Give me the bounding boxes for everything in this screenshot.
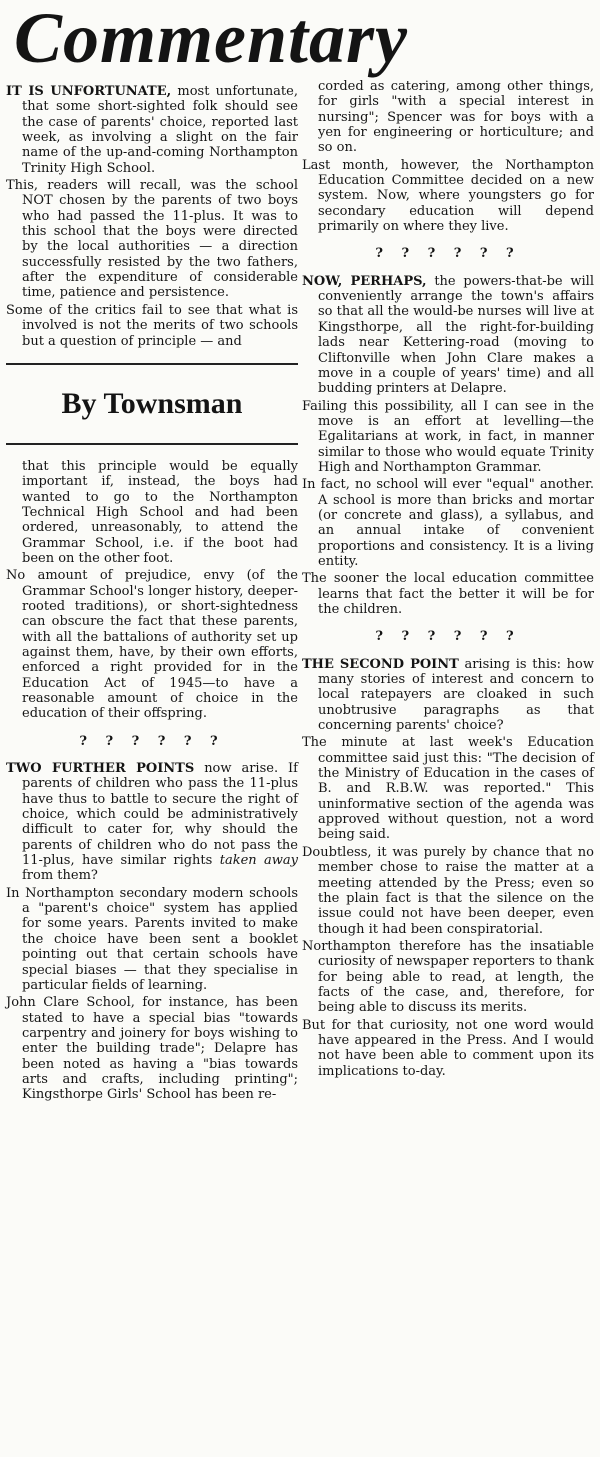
byline: By Townsman: [61, 387, 243, 421]
paragraph: Some of the critics fail to see that what is involved is not the merits of two schools but a question of principle — and: [6, 302, 298, 349]
paragraph: The sooner the local education committee learns that fact the better it will be for the children.: [302, 571, 594, 617]
section-separator: ? ? ? ? ? ?: [375, 246, 521, 262]
byline-box: [6, 363, 298, 445]
paragraph: This, readers will recall, was the school NOT chosen by the parents of two boys who had passed the 11-plus. It was to this school that the boys were directed by the local authorities — a direction successfully resisted by the two fathers, after the expenditure of considerable time, patience and persistence.: [6, 178, 298, 301]
paragraph: corded as catering, among other things, for girls "with a special interest in nursing"; Spencer was for boys with a yen for engineering or horticulture; and so on.: [318, 79, 594, 156]
paragraph: In fact, no school will ever "equal" another. A school is more than bricks and mortar (or concrete and glass), a syllabus, and an annual intake of convenient proportions and consistency. It is a living entity.: [302, 477, 594, 569]
lead-in: NOW, PERHAPS,: [302, 273, 427, 289]
paragraph: Doubtless, it was purely by chance that no member chose to raise the matter at a meeting attended by the Press; even so the plain fact is that the silence on the issue could not have been deeper, even though it had been conspiratorial.: [302, 844, 594, 937]
paragraph: John Clare School, for instance, has been stated to have a special bias "towards carpentry and joinery for boys wishing to enter the building trade"; Delapre has been noted as having a "bias towards arts and crafts, including printing"; Kingsthorpe Girls' School has been re-: [6, 995, 298, 1103]
lead-in: THE SECOND POINT: [302, 656, 459, 672]
paragraph: TWO FURTHER POINTS now arise. If parents of children who pass the 11-plus have thus to battle to secure the right of choice, which could be administratively difficult to cater for, why should the parents of children who do not pass the 11-plus, have similar rights taken away from them?: [6, 761, 298, 884]
lead-in: TWO FURTHER POINTS: [6, 761, 195, 777]
paragraph: No amount of prejudice, envy (of the Grammar School's longer history, deeper-rooted traditions), or short-sightedness can obscure the fact that these parents, with all the battalions of authority set up against them, have, by their own efforts, enforced a right provided for in the Education Act of 1945—to have a reasonable amount of choice in the education of their offspring.: [6, 568, 298, 722]
paragraph: NOW, PERHAPS, the powers-that-be will conveniently arrange the town's affairs so that all the would-be nurses will live at Kingsthorpe, all the right-for-building lads near Kettering-road (moving to Cliftonville when John Clare makes a move in a couple of years' time) and all budding printers at Delapre.: [302, 273, 594, 397]
paragraph: But for that curiosity, not one word would have appeared in the Press. And I would not have been able to comment upon its implications to-day.: [302, 1017, 594, 1079]
paragraph: The minute at last week's Education committee said just this: "The decision of the Ministry of Education in the cases of B. and R.B.W. was reported." This uninformative section of the agenda was approved without question, not a word being said.: [302, 735, 594, 843]
section-separator: ? ? ? ? ? ?: [375, 629, 521, 645]
right-column: [302, 79, 594, 1081]
paragraph: Northampton therefore has the insatiable curiosity of newspaper reporters to thank for being able to read, at length, the facts of the case, and, therefore, for being able to discuss its merits.: [302, 938, 594, 1016]
section-separator: ? ? ? ? ? ?: [79, 733, 225, 749]
paragraph: IT IS UNFORTUNATE, most unfortunate, that some short-sighted folk should see the case of parents' choice, reported last week, as involving a slight on the fair name of the up-and-coming Northampton Trinity High School.: [6, 84, 298, 176]
lead-in: IT IS UNFORTUNATE,: [6, 84, 172, 99]
paragraph: Failing this possibility, all I can see in the move is an effort at levelling—the Egalitarians at work, in fact, in manner similar to those who would equate Trinity High and Northampton Grammar.: [302, 398, 594, 475]
paragraph: that this principle would be equally important if, instead, the boys had wanted to go to the Northampton Technical High School and had been ordered, unreasonably, to attend the Grammar School, i.e. if the boot had been on the other foot.: [22, 458, 298, 566]
left-column: [6, 84, 298, 1105]
masthead-title: Commentary: [14, 0, 409, 78]
paragraph: THE SECOND POINT arising is this: how many stories of interest and concern to local ratepayers are cloaked in such unobtrusive paragraphs as that concerning parents' choice?: [302, 656, 595, 734]
paragraph: Last month, however, the Northampton Education Committee decided on a new system. Now, where youngsters go for secondary education will depend primarily on where they live.: [302, 157, 594, 235]
paragraph: In Northampton secondary modern schools a "parent's choice" system has applied for some years. Parents invited to make the choice have been sent a booklet pointing out that certain schools have special biases — that they specialise in particular fields of learning.: [6, 885, 298, 993]
